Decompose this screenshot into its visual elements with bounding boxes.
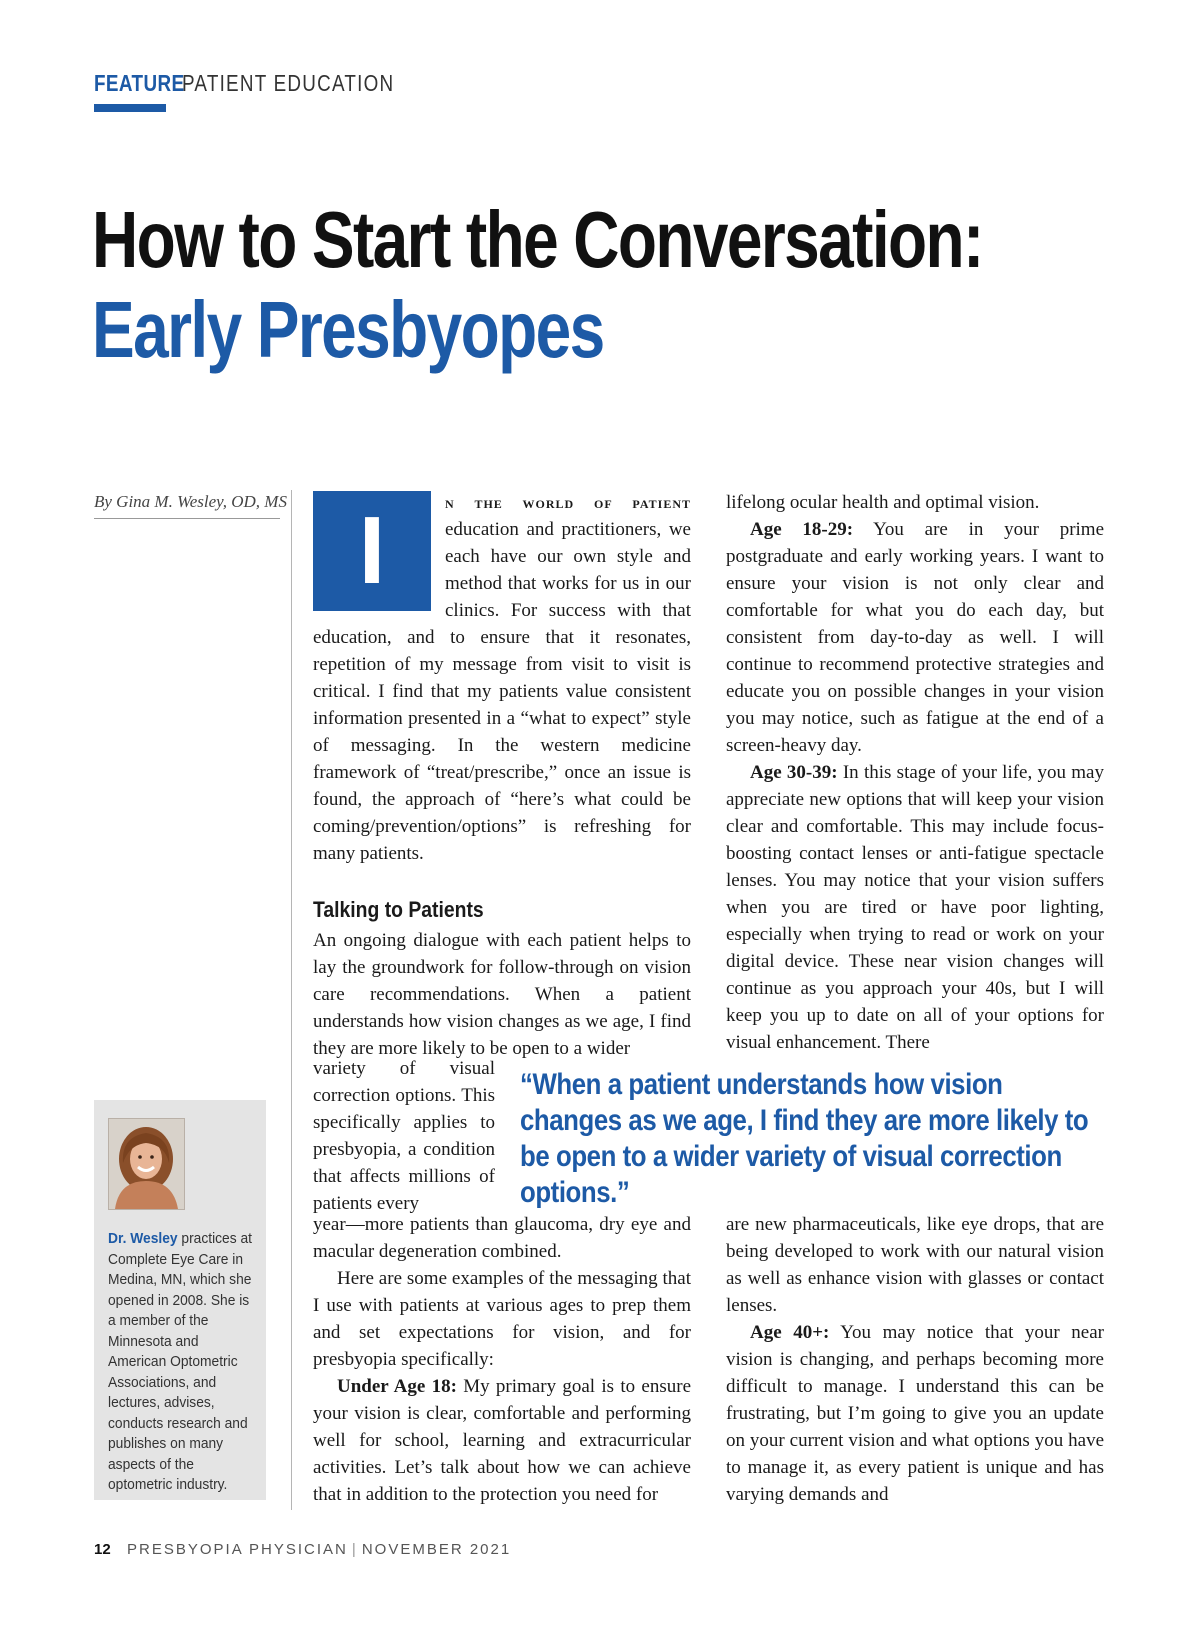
age-18-29-label: Age 18-29: xyxy=(750,519,854,540)
age-30-39-text: In this stage of your life, you may appreciate new options that will keep your vision clear and comfortable. This may include focus-boosting contact lenses or anti-fatigue spectacle lenses. You may notice that your vision suffers when you are tired or have poor lighting, especially when trying to read or work on your digital device. These near vision changes will continue as you approach your 40s, but I will keep you up to date on all of your options for visual enhancement. There xyxy=(726,762,1104,1053)
column-3-continuation: lifelong ocular health and optimal vision. xyxy=(726,492,1040,513)
issue-date: NOVEMBER 2021 xyxy=(361,1541,512,1558)
age-40-text: You may notice that your near vision is changing, and perhaps becoming more difficult to manage. I understand this can be frustrating, but I’m going to give you an update on your current vision and what options you have to manage it, as every patient is unique and has varying demands and xyxy=(726,1322,1105,1505)
column-divider xyxy=(291,490,292,1510)
section-label: FEATURE xyxy=(94,70,185,96)
author-name: Dr. Wesley xyxy=(108,1230,178,1247)
under-18-paragraph xyxy=(313,1373,691,1508)
article-column-2-bottom xyxy=(313,1211,691,1508)
author-photo xyxy=(108,1118,185,1210)
headline-line-2: Early Presbyopes xyxy=(92,285,604,374)
subhead-talking-to-patients: Talking to Patients xyxy=(313,897,484,922)
footer-publication xyxy=(127,1541,511,1558)
age-18-29-paragraph xyxy=(726,516,1104,759)
footer-separator: | xyxy=(351,1541,358,1558)
section-rule xyxy=(94,104,166,112)
pull-quote: “When a patient understands how vision changes as we age, I find they are more likely to be open to a wider variety of visual correction options.” xyxy=(520,1068,1089,1209)
age-30-39-paragraph xyxy=(726,759,1104,1056)
headline-line-1: How to Start the Conversation: xyxy=(92,195,983,284)
article-column-2-top xyxy=(313,489,691,1062)
talking-paragraph-1c: year—more patients than glaucoma, dry eye and macular degeneration combined. xyxy=(313,1214,691,1262)
age-40-label: Age 40+: xyxy=(750,1322,830,1343)
drop-cap: I xyxy=(313,491,431,611)
author-portrait-icon xyxy=(109,1119,184,1209)
article-column-3-bottom xyxy=(726,1211,1104,1508)
age-40-paragraph xyxy=(726,1319,1104,1508)
talking-paragraph-2: Here are some examples of the messaging that I use with patients at various ages to prep them and set expectations for vision, and for presbyopia specifically: xyxy=(313,1268,691,1370)
section-topic: PATIENT EDUCATION xyxy=(182,70,395,96)
age-30-39-label: Age 30-39: xyxy=(750,762,838,783)
article-column-3-top xyxy=(726,489,1104,1056)
publication-name: PRESBYOPIA PHYSICIAN xyxy=(127,1541,348,1558)
under-18-text: My primary goal is to ensure your vision is clear, comfortable and performing well for school, learning and extracurricular activities. Let’s talk about how we can achieve that in addition to the protection you need for xyxy=(313,1376,692,1505)
byline: By Gina M. Wesley, OD, MS xyxy=(94,492,287,511)
under-18-label: Under Age 18: xyxy=(337,1376,457,1397)
article-column-2-mid xyxy=(313,1055,495,1217)
byline-rule xyxy=(94,518,280,519)
author-bio xyxy=(108,1229,257,1496)
age-30-39-continuation: are new pharmaceuticals, like eye drops, that are being developed to work with our natural vision as well as enhance vision with glasses or contact lenses. xyxy=(726,1214,1104,1316)
talking-paragraph-1a: An ongoing dialogue with each patient helps to lay the groundwork for follow-through on vision care recommendations. When a patient understands how vision changes as we age, I find they are more likely to be open to a wider xyxy=(313,930,691,1059)
intro-text: education and practitioners, we each have our own style and method that works for us in our clinics. For success with that education, and to ensure that it resonates, repetition of my message from visit to visit is critical. I find that my patients value consistent information presented in a “what to expect” style of messaging. In the western medicine framework of “treat/prescribe,” once an issue is found, the approach of “here’s what could be coming/prevention/options” is refreshing for many patients. xyxy=(313,519,691,864)
author-bio-text: practices at Complete Eye Care in Medina, MN, which she opened in 2008. She is a member of the Minnesota and American Optometric Associations, and lectures, advises, conducts research and publishes on many aspects of the optometric industry. xyxy=(108,1230,252,1493)
age-18-29-text: You are in your prime postgraduate and early working years. I want to ensure your vision is not only clear and comfortable for what you do each day, but consistent from day-to-day as well. I will continue to recommend protective strategies and educate you on possible changes in your vision you may notice, such as fatigue at the end of a screen-heavy day. xyxy=(726,519,1105,756)
talking-paragraph-1b: variety of visual correction options. This specifically applies to presbyopia, a condition that affects millions of patients every xyxy=(313,1058,495,1214)
page-number: 12 xyxy=(94,1541,111,1558)
lead-in: n the world of patient xyxy=(445,493,691,512)
